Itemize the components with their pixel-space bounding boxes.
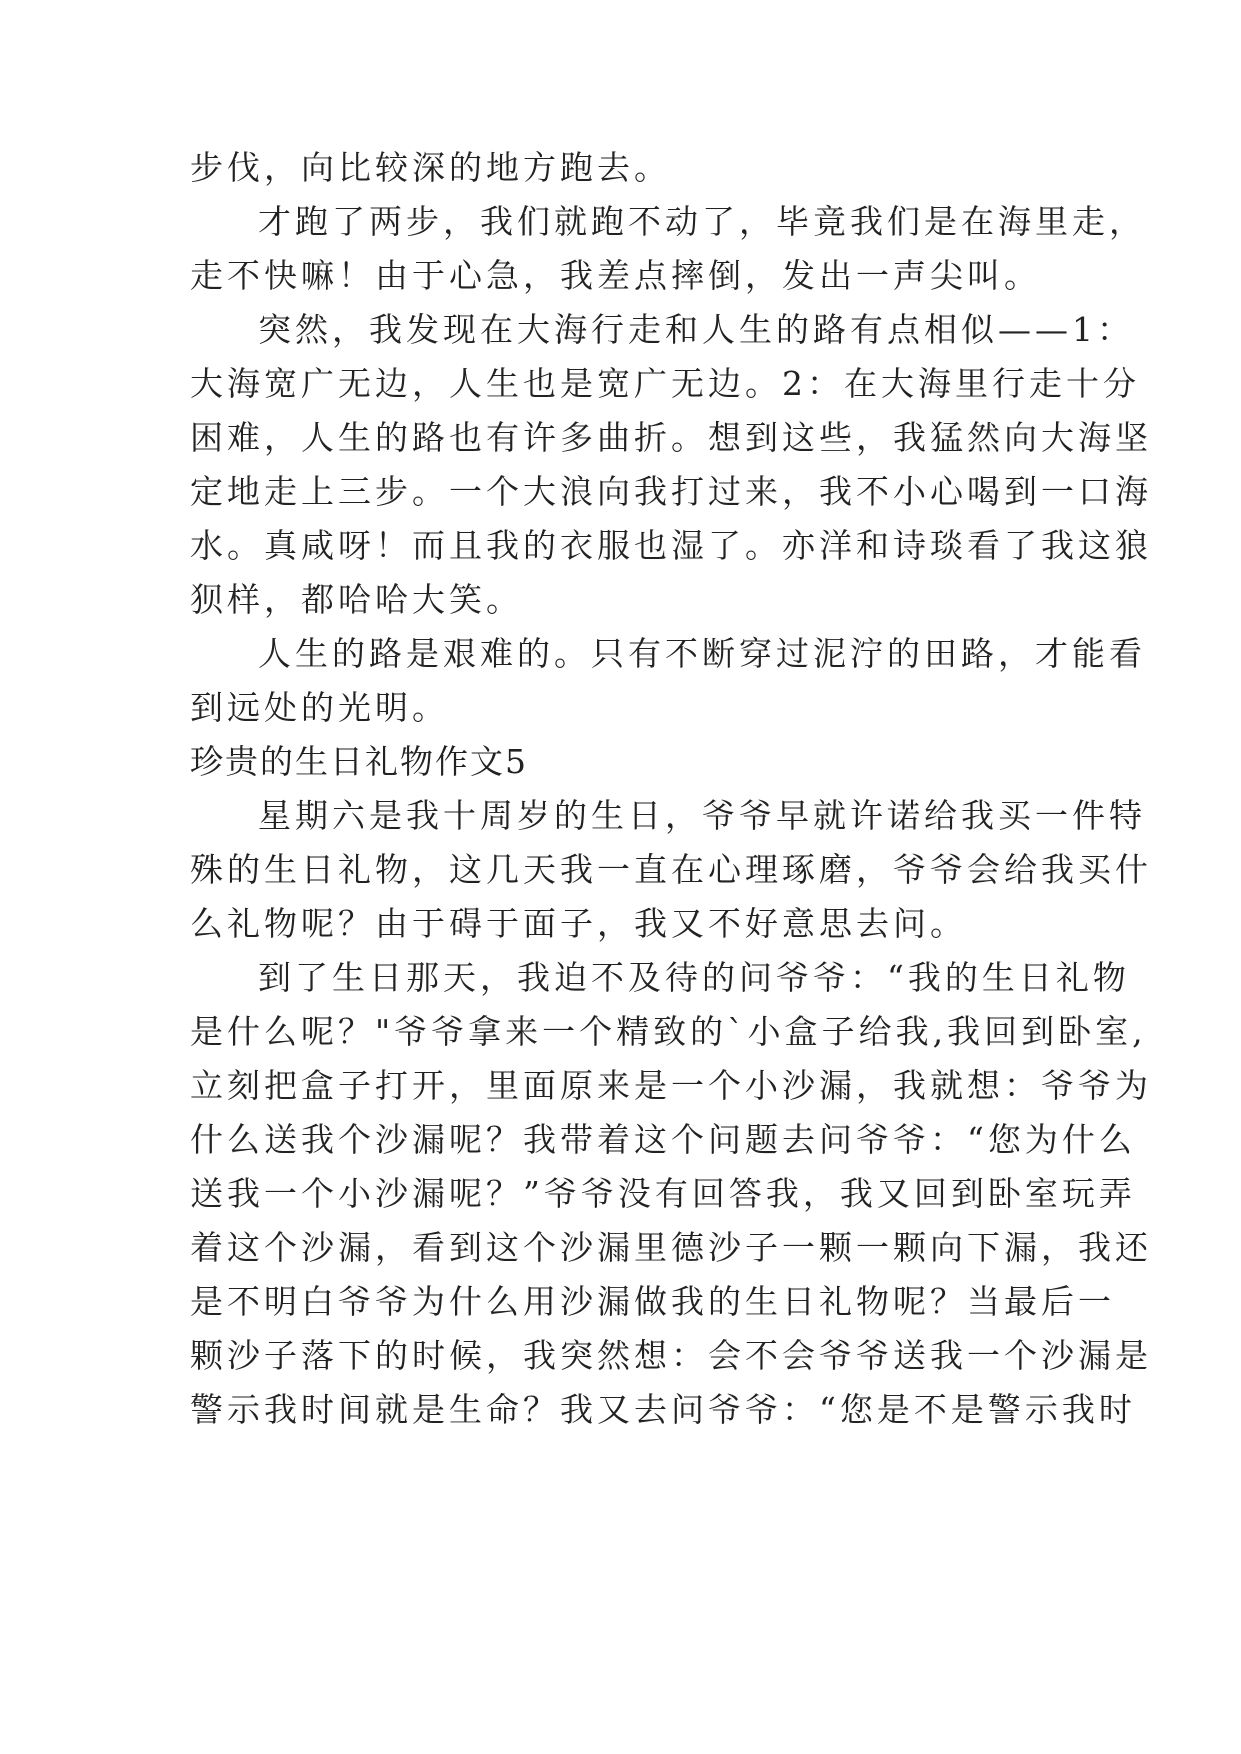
paragraph-first-line: 星期六是我十周岁的生日，爷爷早就许诺给我买一件特 — [258, 796, 1146, 835]
text-line: 着这个沙漏，看到这个沙漏里德沙子一颗一颗向下漏，我还 — [190, 1228, 1152, 1267]
text-line: 水。真咸呀！而且我的衣服也湿了。亦洋和诗琰看了我这狼 — [190, 526, 1152, 565]
paragraph-first-line: 到了生日那天，我迫不及待的问爷爷：“我的生日礼物 — [258, 958, 1130, 997]
text-line: 困难，人生的路也有许多曲折。想到这些，我猛然向大海坚 — [190, 418, 1152, 457]
text-line: 警示我时间就是生命？我又去问爷爷：“您是不是警示我时 — [190, 1390, 1136, 1429]
text-line: 立刻把盒子打开，里面原来是一个小沙漏，我就想：爷爷为 — [190, 1066, 1152, 1105]
paragraph-first-line: 才跑了两步，我们就跑不动了，毕竟我们是在海里走， — [258, 202, 1146, 241]
text-line: 到远处的光明。 — [190, 688, 449, 727]
text-line: 走不快嘛！由于心急，我差点摔倒，发出一声尖叫。 — [190, 256, 1041, 295]
text-line: 殊的生日礼物，这几天我一直在心理琢磨，爷爷会给我买什 — [190, 850, 1152, 889]
text-line: 是不明白爷爷为什么用沙漏做我的生日礼物呢？当最后一 — [190, 1282, 1115, 1321]
text-line: 什么送我个沙漏呢？我带着这个问题去问爷爷：“您为什么 — [190, 1120, 1136, 1159]
text-line: 送我一个小沙漏呢？”爷爷没有回答我，我又回到卧室玩弄 — [190, 1174, 1136, 1213]
text-line: 颗沙子落下的时候，我突然想：会不会爷爷送我一个沙漏是 — [190, 1336, 1152, 1375]
paragraph-first-line: 突然，我发现在大海行走和人生的路有点相似——1： — [258, 310, 1134, 349]
text-line: 么礼物呢？由于碍于面子，我又不好意思去问。 — [190, 904, 967, 943]
paragraph-first-line: 人生的路是艰难的。只有不断穿过泥泞的田路，才能看 — [258, 634, 1146, 673]
text-line: 狈样，都哈哈大笑。 — [190, 580, 523, 619]
text-line: 是什么呢？"爷爷拿来一个精致的`小盒子给我,我回到卧室, — [190, 1012, 1147, 1051]
text-line: 定地走上三步。一个大浪向我打过来，我不小心喝到一口海 — [190, 472, 1152, 511]
text-line: 大海宽广无边，人生也是宽广无边。2：在大海里行走十分 — [190, 364, 1140, 403]
text-line: 步伐，向比较深的地方跑去。 — [190, 148, 671, 187]
section-title: 珍贵的生日礼物作文5 — [190, 742, 528, 781]
